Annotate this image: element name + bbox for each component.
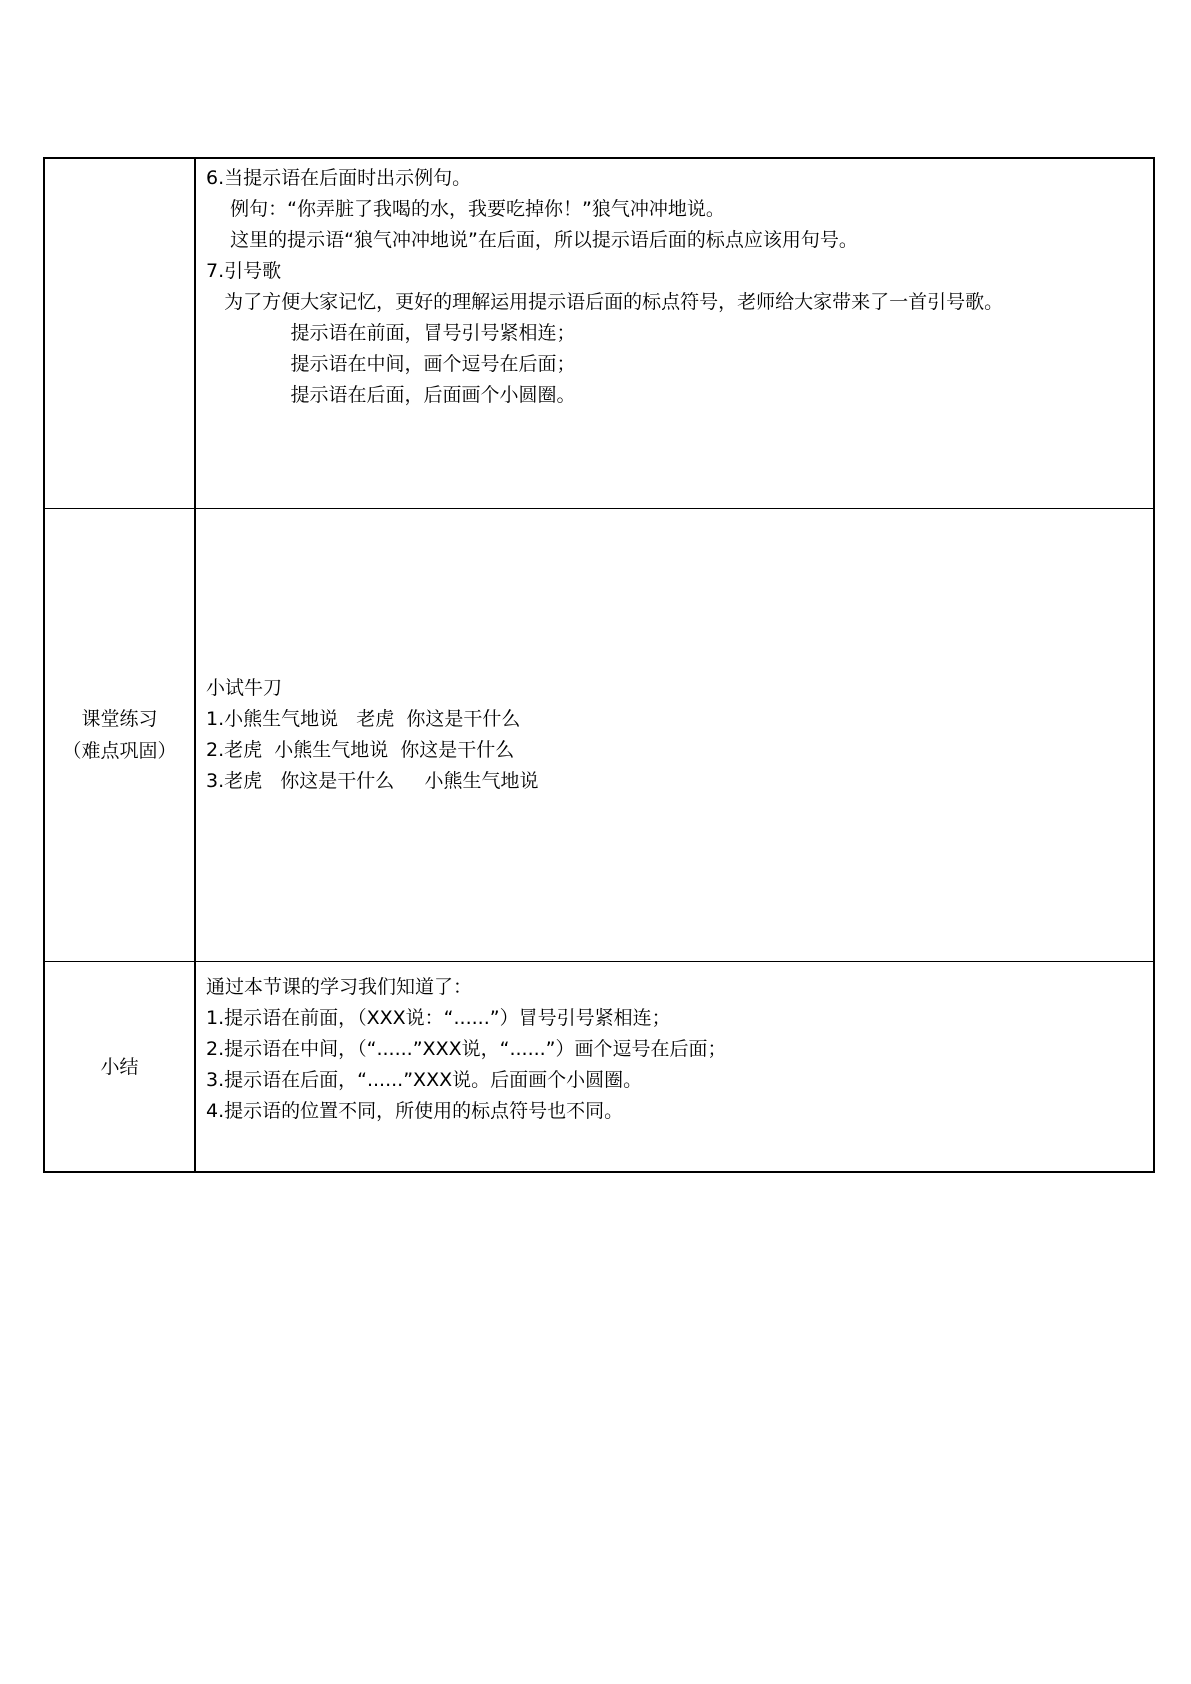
- text-line: 3.提示语在后面，“......”XXX说。后面画个小圆圈。: [206, 1069, 643, 1091]
- text-line: 4.提示语的位置不同，所使用的标点符号也不同。: [206, 1100, 624, 1122]
- text-line: 小试牛刀: [206, 677, 283, 699]
- text-line: 提示语在后面，后面画个小圆圈。: [206, 384, 576, 406]
- text-line: 提示语在前面，冒号引号紧相连；: [206, 322, 576, 344]
- row-label: 课堂练习: [81, 708, 158, 730]
- text-line: 1.提示语在前面，（XXX说：“......”）冒号引号紧相连；: [206, 1007, 671, 1029]
- row-content-cell: [195, 962, 1154, 1173]
- text-line: 例句：“你弄脏了我喝的水，我要吃掉你！”狼气冲冲地说。: [206, 198, 725, 220]
- text-line: 通过本节课的学习我们知道了：: [206, 976, 473, 998]
- text-line: 为了方便大家记忆，更好的理解运用提示语后面的标点符号，老师给大家带来了一首引号歌。: [206, 291, 1004, 313]
- row-content-cell: [195, 158, 1154, 509]
- row-label: 小结: [100, 1055, 139, 1078]
- table-row: [44, 962, 1154, 1173]
- table-row: [44, 509, 1154, 962]
- text-line: 提示语在中间，画个逗号在后面；: [206, 353, 576, 375]
- row-content-cell: [195, 509, 1154, 962]
- text-line: 6.当提示语在后面时出示例句。: [206, 167, 472, 189]
- text-line: 这里的提示语“狼气冲冲地说”在后面，所以提示语后面的标点应该用句号。: [206, 229, 858, 251]
- row-label-sub: （难点巩固）: [62, 740, 177, 762]
- row-label-cell: [44, 158, 195, 509]
- text-line: 2.老虎 小熊生气地说 你这是干什么: [206, 739, 515, 761]
- lesson-plan-table: [43, 157, 1155, 1173]
- row-label-cell: [44, 962, 195, 1173]
- text-line: 3.老虎 你这是干什么 小熊生气地说: [206, 770, 539, 792]
- row-label-cell: [44, 509, 195, 962]
- text-line: 7.引号歌: [206, 260, 282, 282]
- table-row: [44, 158, 1154, 509]
- text-line: 2.提示语在中间，（“......”XXX说，“......”）画个逗号在后面；: [206, 1038, 727, 1060]
- text-line: 1.小熊生气地说 老虎 你这是干什么: [206, 708, 521, 730]
